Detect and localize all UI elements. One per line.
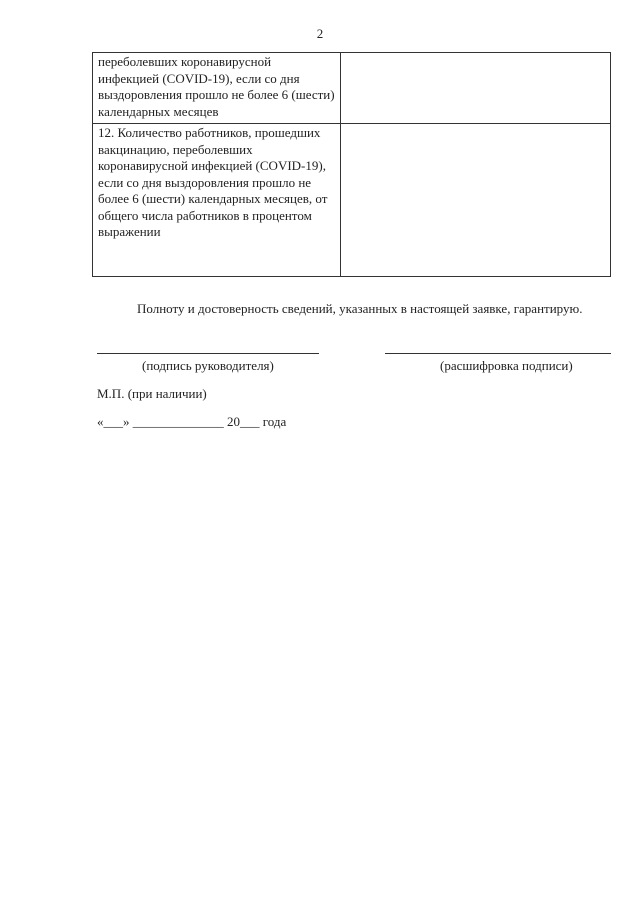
table-row [93, 124, 611, 277]
date-field[interactable]: «___» ______________ 20___ года [97, 414, 287, 429]
signature-decoding-line[interactable] [385, 353, 611, 354]
data-table [92, 52, 611, 277]
signature-caption: (подпись руководителя) [142, 358, 274, 373]
page-number: 2 [316, 26, 324, 41]
stamp-note: М.П. (при наличии) [97, 386, 207, 401]
table-row [93, 53, 611, 124]
guarantee-statement: Полноту и достоверность сведений, указанных в настоящей заявке, гарантирую. [137, 301, 583, 316]
row-label: переболевших коронавирусной инфекцией (COVID-19), если со дня выздоровления прошло не более 6 (шести) календарных месяцев [93, 53, 341, 124]
row-value-field[interactable] [340, 124, 610, 277]
row-label: 12. Количество работников, прошедших вакцинацию, переболевших коронавирусной инфекцией (COVID-19), если со дня выздоровления прошло не более 6 (шести) календарных месяцев, от общего числа работников в процентом выражении [93, 124, 341, 277]
row-value-field[interactable] [340, 53, 610, 124]
signature-decoding-caption: (расшифровка подписи) [440, 358, 573, 373]
signature-line[interactable] [97, 353, 319, 354]
